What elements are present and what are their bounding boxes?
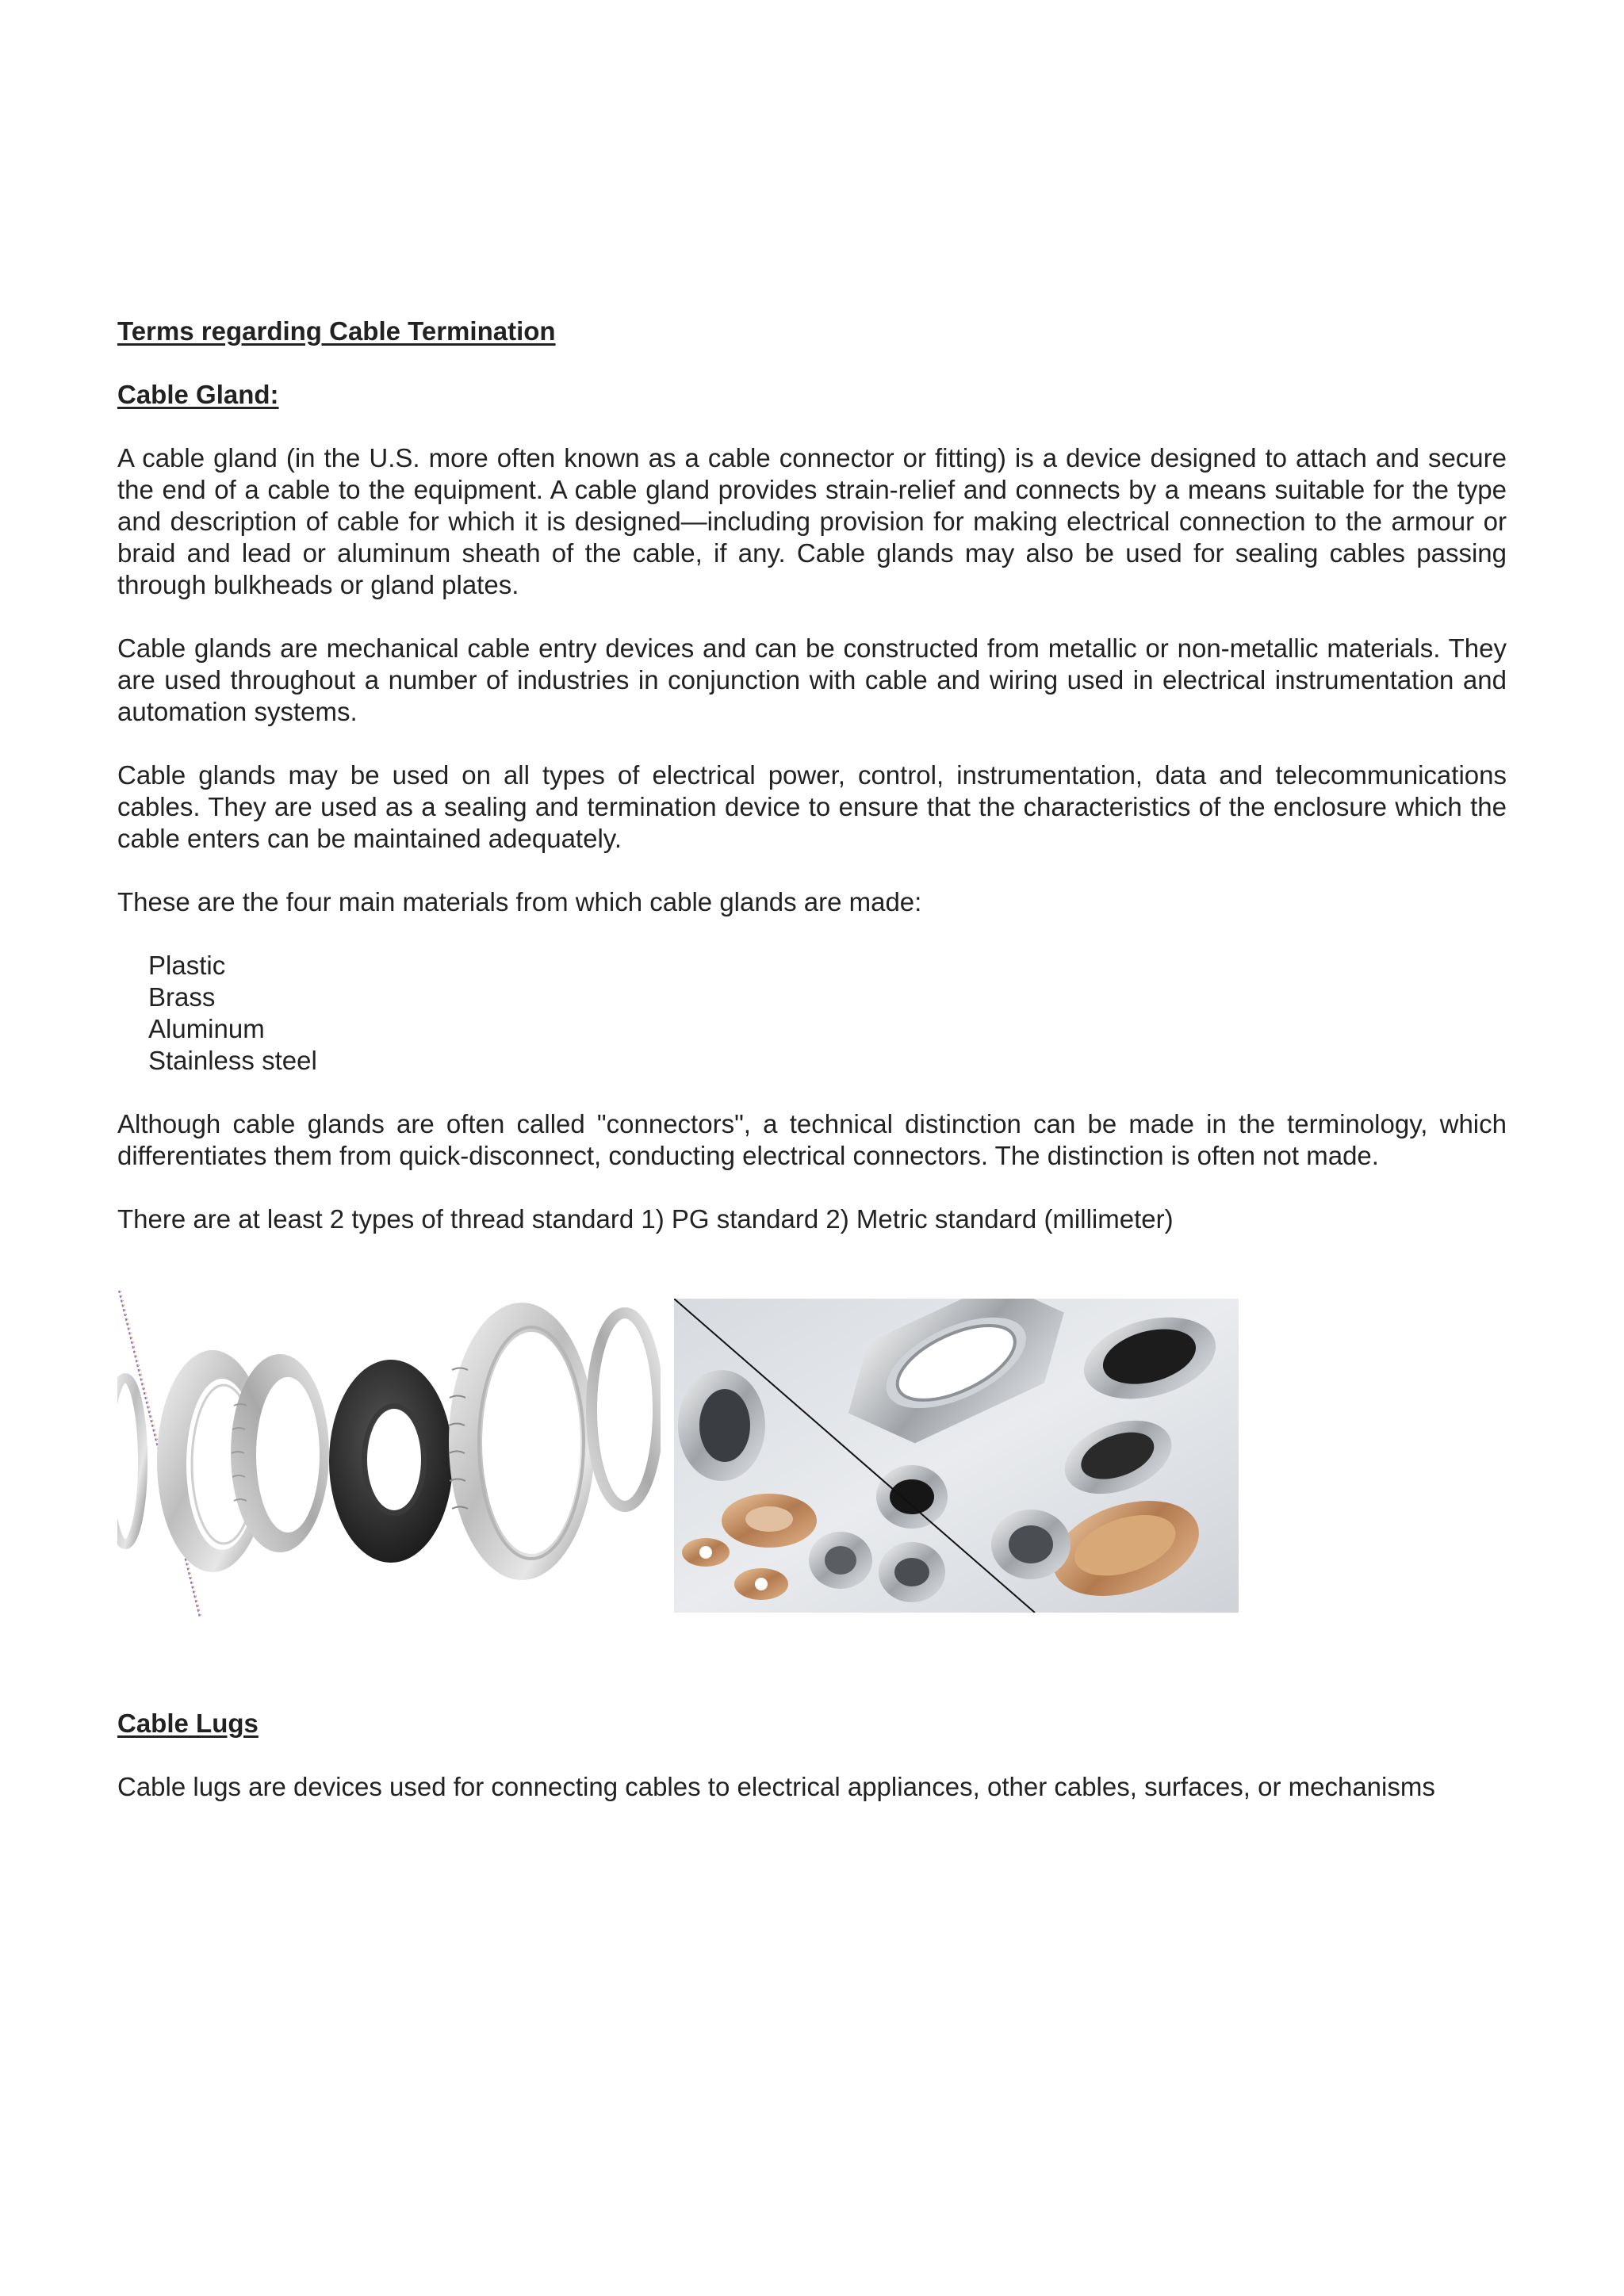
paragraph: There are at least 2 types of thread standard 1) PG standard 2) Metric standard (millimeter)	[117, 1204, 1174, 1234]
section-heading-cable-gland: Cable Gland:	[117, 380, 279, 409]
paragraph: A cable gland (in the U.S. more often known as a cable connector or fitting) is a device designed to attach and secure the end of a cable to the equipment. A cable gland provides strain-relief and connects by a means suitable for the type and description of cable for which it is designed—including provision for making electrical connection to the armour or braid and lead or aluminum sheath of the cable, if any. Cable glands may also be used for sealing cables passing through bulkheads or gland plates.	[117, 443, 1507, 599]
paragraph: These are the four main materials from which cable glands are made:	[117, 887, 922, 916]
paragraph: Cable glands are mechanical cable entry devices and can be constructed from metallic or non-metallic materials. They are used throughout a number of industries in conjunction with cable and wiring used in electrical instrumentation and automation systems.	[117, 633, 1507, 726]
paragraph: Cable glands may be used on all types of electrical power, control, instrumentation, data and telecommunications cables. They are used as a sealing and termination device to ensure that the characteristics of the enclosure which the cable enters can be maintained adequately.	[117, 760, 1507, 853]
section-heading-cable-lugs: Cable Lugs	[117, 1709, 259, 1738]
assorted-cable-glands-illustration	[674, 1299, 1239, 1613]
document-title: Terms regarding Cable Termination	[117, 316, 556, 346]
paragraph: Although cable glands are often called "connectors", a technical distinction can be made in the terminology, which differentiates them from quick-disconnect, conducting electrical connectors. The distinction is often not made.	[117, 1109, 1507, 1170]
document-body	[117, 316, 1507, 1267]
paragraph: Cable lugs are devices used for connecting cables to electrical appliances, other cables, surfaces, or mechanisms	[117, 1772, 1435, 1801]
list-item: Aluminum	[148, 1014, 265, 1043]
assorted-cable-glands-photo	[674, 1299, 1239, 1613]
cable-lugs-section	[117, 1708, 1545, 1803]
list-item: Brass	[148, 982, 216, 1012]
list-item: Plastic	[148, 951, 226, 980]
cable-gland-images	[117, 1291, 1239, 1617]
materials-list	[117, 950, 1507, 1077]
cable-gland-components-illustration	[117, 1291, 661, 1617]
cable-gland-components-photo	[117, 1291, 661, 1617]
list-item: Stainless steel	[148, 1046, 317, 1075]
